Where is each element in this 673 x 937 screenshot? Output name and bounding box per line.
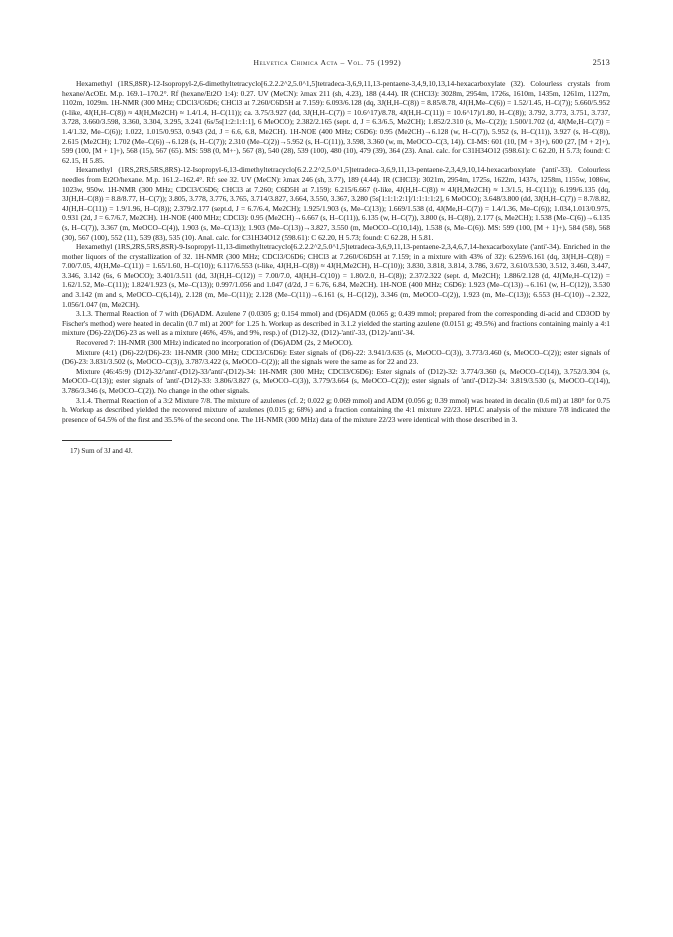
document-page bbox=[62, 58, 610, 456]
running-header bbox=[62, 58, 610, 67]
footnote-text: Sum of 3J and 4J. bbox=[81, 447, 133, 456]
paragraph-recovered-7: Recovered 7: 1H-NMR (300 MHz) indicated no incorporation of (D6)ADM (2s, 2 MeOCO). bbox=[76, 338, 353, 348]
paragraph-mixture-32-33-34: Mixture (46:45:9) (D12)-32/'anti'-(D12)-33/'anti'-(D12)-34: 1H-NMR (300 MHz; CDCl3/C6D6): Ester signals of (D12)-32: 3.774/3.360 (s, MeOCO–C(14)), 3.752/3.304 (s, MeOCO–C(13)); ester signals of 'anti'-(D12)-33: 3.806/3.827 (s, MeOCO–C(3)), 3.779/3.664 (s, MeOCO–C(2)); ester signals of 'anti'-(D12)-34: 3.819/3.530 (s, MeOCO–C(14)), 3.786/3.346 (s, MeOCO–C(2)). No change in the other signals. bbox=[62, 366, 610, 395]
document-body bbox=[62, 79, 610, 424]
journal-title: Helvetica Chimica Acta – Vol. 75 (1992) bbox=[253, 58, 402, 67]
paragraph-compound-32: Hexamethyl (1RS,8SR)-12-Isopropyl-2,6-dimethyltetracyclo[6.2.2.2^2,5.0^1,5]tetradeca-3,6,9,11,13-pentaene-3,4,9,10,13,14-hexacarboxylate (32). Colourless crystals from hexane/AcOEt. M.p. 169.1–170.2°. Rf (hexane/Et2O 1:4): 0.27. UV (MeCN): λmax 211 (sh, 4.23), 188 (4.44). IR (CHCl3): 3028m, 2954m, 1726s, 1610m, 1435m, 1261m, 1127m, 1102m, 1029m. 1H-NMR (300 MHz; CDCl3/C6D6; CHCl3 at 7.260/C6D5H at 7.159): 6.093/6.128 (dq, 3J(H,H–C(8)) = 8.85/8.78, 4J(H,Me–C(6)) = 1.52/1.45, H–C(7)); 5.660/5.952 (t-like, 4J(H,H–C(8)) ≈ 4J(H,Me2CH) ≈ 1.4/1.4, H–C(11)); ca. 3.75/3.927 (dd, 3J(H,H–C(7)) = 10.6^17)/8.78, 4J(H,H–C(11)) = 10.6^17)/1.80, H–C(8)); 3.792, 3.773, 3.751, 3.737, 3.728, 3.660/3.598, 3.360, 3.304, 3.295, 3.241 (6s/5s[1:2:1:1:1], 6 MeOCO); 2.382/2.165 (sept. d, J = 6.3/6.5, Me2CH); 1.852/2.310 (s, Me–C(2)); 1.500/1.702 (d, 4J(Me,H–C(7)) = 1.4/1.32, Me–C(6)); 1.022, 1.015/0.953, 0.943 (2d, J = 6.6, 6.8, Me2CH). 1H-NOE (400 MHz; C6D6): 0.95 (Me2CH)→6.128 (w, H–C(7)), 5.952 (s, H–C(11)), 3.927 (s, H–C(8)), 2.615 (Me2CH); 1.702 (Me–C(6))→6.128 (s, H–C(7)); 2.310 (Me–C(2))→5.952 (s, H–C(11)), 3.598, 3.360 (w, m, MeOCO–C(3, 14)). CI-MS: 601 (10, [M + 3]+), 600 (27, [M + 2]+), 599 (100, [M + 1]+), 568 (15), 567 (65). MS: 598 (0, M+·), 567 (8), 540 (28), 539 (100), 480 (10), 479 (39), 364 (23). Anal. calc. for C31H34O12 (598.61): C 62.20, H 5.73; found: C 62.15, H 5.85. bbox=[62, 79, 610, 165]
paragraph-compound-anti-34: Hexamethyl (1RS,2RS,5RS,8SR)-9-Isopropyl-11,13-dimethyltetracyclo[6.2.2.2^2,5.0^1,5]tetradeca-3,6,9,11,13-pentaene-2,3,4,6,7,14-hexacarboxylate ('anti'-34). Enriched in the mother liquors of the crystallization of 32. 1H-NMR (300 MHz; CDCl3/C6D6; CHCl3 at 7.260/C6D5H at 7.159; in a mixture with 43% of 32): 6.259/6.161 (dq, 3J(H,H–C(8)) = 7.00/7.05, 4J(H,Me–C(11)) = 1.65/1.60, H–C(10)); 6.117/6.553 (t-like, 4J(H,H–C(8)) ≈ 4J(H,Me2CH), H–C(10)); 3.830, 3.818, 3.814, 3.786, 3.672, 3.610/3.530, 3.512, 3.460, 3.447, 3.346, 3.142 (6s, 6 MeOCO); 3.401/3.511 (dd, 3J(H,H–C(12)) = 7.00/7.0, 4J(H,H–C(10)) = 1.80/2.0, H–C(8)); 2.37/2.322 (sept. d, Me2CH); 1.886/2.128 (d, 4J(Me,H–C(12)) = 1.62/1.52, Me–C(11)); 1.824/1.923 (s, Me–C(13)); 0.997/1.056 and 1.047 (d/2d, J = 6.76, 6.84, Me2CH). 1H-NOE (400 MHz; C6D6): 1.923 (Me–C(13))→6.161 (w, H–C(12)), 3.530 and 3.142 (m and s, MeOCO–C(6,14)), 2.128 (m, Me–C(11)); 2.128 (Me–C(11))→6.161 (s, H–C(12)), 3.346 (m, MeOCO–C(2)), 1.923 (m, Me–C(13)); 6.553 (H–C(10))→2.322, 1.056/1.047 (m, Me2CH). bbox=[62, 242, 610, 309]
paragraph-section-3-1-3: 3.1.3. Thermal Reaction of 7 with (D6)ADM. Azulene 7 (0.0305 g; 0.154 mmol) and (D6)ADM (0.065 g; 0.439 mmol; prepared from the corresponding di-acid and CD3OD by Fischer's method) were heated in decalin (0.7 ml) at 200° for 1.25 h. Workup as described in 3.1.2 yielded the starting azulene (0.0151 g; 49.5%) and fractions containing mainly a 4:1 mixture (D6)-22/(D6)-23 as well as a mixture (46%, 45%, and 9%, resp.) of (D12)-32, (D12)-'anti'-33, (D12)-'anti'-34. bbox=[62, 309, 610, 338]
footnote bbox=[62, 447, 610, 456]
footnote-divider bbox=[62, 440, 172, 441]
paragraph-compound-anti-33: Hexamethyl (1RS,2RS,5RS,8RS)-12-Isopropyl-6,13-dimethyltetracyclo[6.2.2.2^2,5.0^1,5]tetradeca-3,6,9,11,13-pentaene-2,3,4,9,10,14-hexacarboxylate ('anti'-33). Colourless needles from Et2O/hexane. M.p. 161.2–162.4°. Rf: see 32. UV (MeCN): λmax 246 (sh, 3.77), 189 (4.44). IR (CHCl3): 3021m, 2954m, 1725s, 1622m, 1437s, 1258m, 1155w, 1086w, 1023w, 950w. 1H-NMR (300 MHz; CDCl3/C6D6; CHCl3 at 7.260; C6D5H at 7.159): 6.215/6.667 (t-like, 4J(H,H–C(8)) ≈ 4J(H,Me2CH) ≈ 1.3/1.5, H–C(11)); 6.199/6.135 (dq, 3J(H,H–C(8)) = 8.8/8.77, H–C(7)); 3.805, 3.778, 3.776, 3.765, 3.714/3.827, 3.664, 3.550, 3.367, 3.280 (5s[1:1:1:2:1]/1:1:1:1:2], 6 MeOCO); 3.648/3.800 (dd, 3J(H,H–C(7)) = 8.7/8.82, 4J(H,H–C(11)) = 1.9/1.96, H–C(8)); 2.379/2.177 (sept.d, J = 6.7/6.4, Me2CH); 1.925/1.903 (s, Me–C(13)); 1.669/1.538 (d, 4J(Me,H–C(7)) = 1.4/1.36, Me–C(6)); 1.034,1.013/0.975, 0.931 (2d, J = 6.7/6.7, Me2CH). 1H-NOE (400 MHz; CDCl3): 0.95 (Me2CH)→6.667 (s, H–C(11)), 6.135 (w, H–C(7)), 3.800 (s, H–C(8)), 2.177 (s, Me2CH); 1.538 (Me–C(6))→6.135 (s, H–C(7)), 3.367 (m, MeOCO–C(4)), 1.903 (s, Me–C(13)); 1.903 (Me–C(13))→3.827, 3.550 (m, MeOCO–C(10,14)), 1.538 (s, Me–C(6)). MS: 599 (100, [M + 1]+), 584 (58), 568 (30), 567 (100), 552 (11), 539 (83), 535 (10). Anal. calc. for C31H34O12 (598.61): C 62.20, H 5.73; found: C 62.28, H 5.81. bbox=[62, 165, 610, 242]
paragraph-mixture-22-23: Mixture (4:1) (D6)-22/(D6)-23: 1H-NMR (300 MHz; CDCl3/C6D6): Ester signals of (D6)-22: 3.941/3.635 (s, MeOCO–C(3)), 3.773/3.460 (s, MeOCO–C(2)); ester signals of (D6)-23: 3.831/3.502 (s, MeOCO–C(3)), 3.787/3.422 (s, MeOCO–C(2)); all the signals were the same as for 22 and 23. bbox=[62, 347, 610, 367]
page-number: 2513 bbox=[592, 58, 610, 67]
paragraph-section-3-1-4: 3.1.4. Thermal Reaction of a 3:2 Mixture 7/8. The mixture of azulenes (cf. 2; 0.022 g; 0.069 mmol) and ADM (0.056 g; 0.39 mmol) was heated in decalin (0.6 ml) at 180° for 0.75 h. Workup as described yielded the recovered mixture of azulenes (0.015 g; 68%) and a fraction containing the 4:1 mixture 22/23. HPLC analysis of the mixture 7/8 indicated the presence of 64.5% of the first and 35.5% of the second one. The 1H-NMR (300 MHz) data of the mixture 22/23 were identical with those described in 3. bbox=[62, 395, 610, 424]
footnote-marker: 17) bbox=[70, 447, 80, 456]
